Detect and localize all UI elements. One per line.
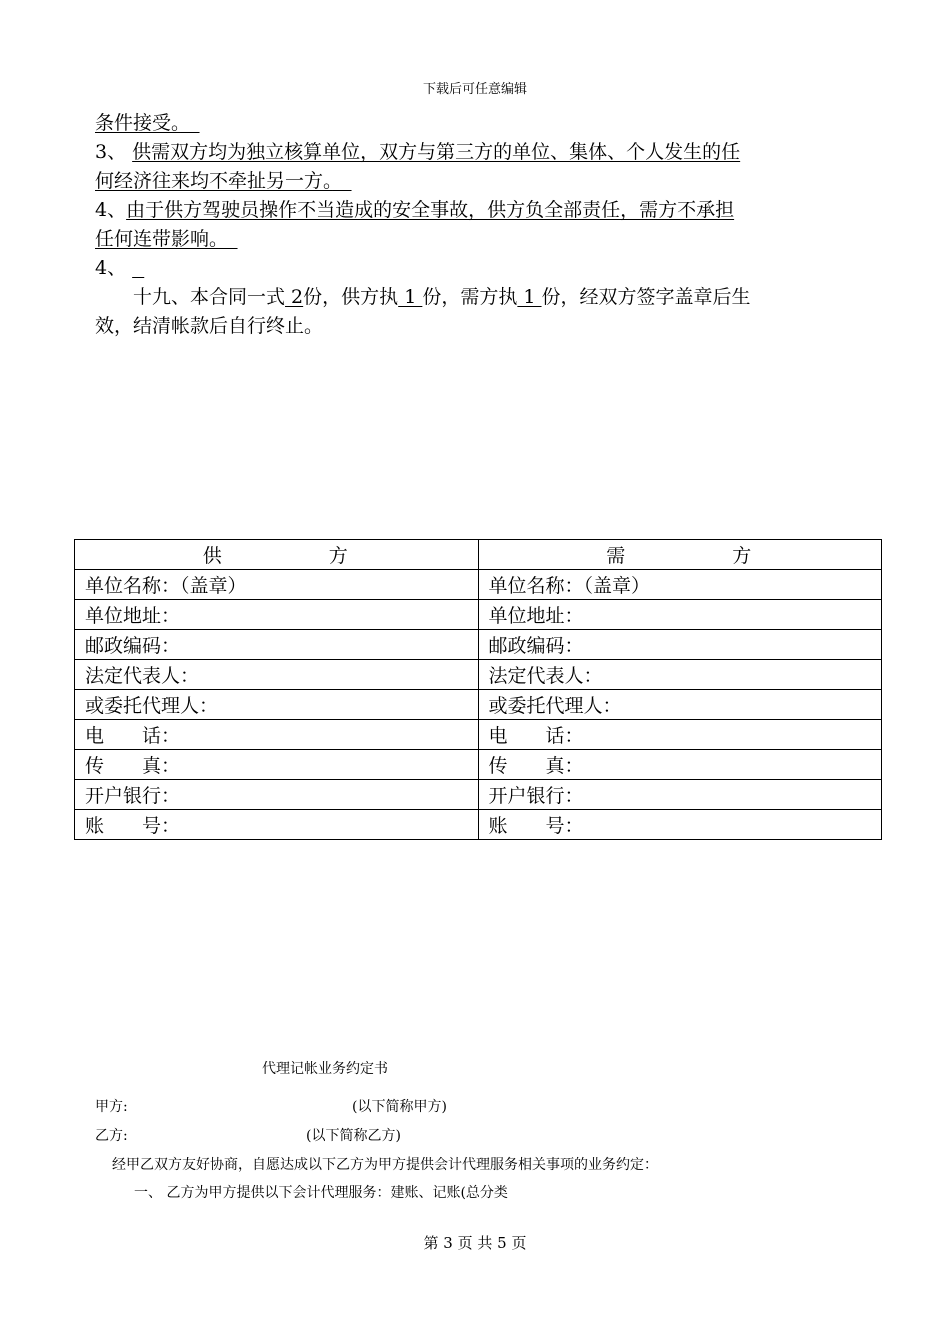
table-header-row: [75, 540, 882, 570]
clause-4-number: 4、: [95, 199, 127, 221]
demander-field: 开户银行：: [478, 780, 882, 810]
contract-clauses: [95, 109, 860, 341]
supplier-field: 邮政编码：: [75, 630, 479, 660]
supplier-field: 电 话：: [75, 720, 479, 750]
table-row: [75, 570, 882, 600]
supplier-header: 供 方: [75, 540, 479, 570]
supplier-field: 开户银行：: [75, 780, 479, 810]
page-number: 第 3 页 共 5 页: [423, 1234, 527, 1252]
demander-field: 电 话：: [478, 720, 882, 750]
supplier-field: 传 真：: [75, 750, 479, 780]
agreement-intro: 经甲乙双方友好协商，自愿达成以下乙方为甲方提供会计代理服务相关事项的业务约定：: [112, 1157, 658, 1173]
party-a-note: (以下简称甲方): [352, 1099, 447, 1115]
demander-field: 单位名称：（盖章）: [478, 570, 882, 600]
table-row: [75, 780, 882, 810]
party-b-note: (以下简称乙方): [306, 1128, 401, 1144]
demander-copies: 1: [517, 286, 542, 308]
demander-field: 邮政编码：: [478, 630, 882, 660]
supplier-field: 单位地址：: [75, 600, 479, 630]
header-note: 下载后可任意编辑: [422, 82, 527, 97]
clause-3-text: 供需双方均为独立核算单位，双方与第三方的单位、集体、个人发生的任: [132, 141, 741, 163]
clause-3-text-cont: 何经济往来均不牵扯另一方。: [95, 170, 333, 192]
demander-field: 或委托代理人：: [478, 690, 882, 720]
demander-field: 单位地址：: [478, 600, 882, 630]
clause-4b-number: 4、: [95, 257, 127, 279]
clause-4-text-cont: 任何连带影响。: [95, 228, 219, 250]
clause-3-number: 3、: [95, 141, 127, 163]
clause-19-cont: 效，结清帐款后自行终止。: [95, 315, 324, 337]
demander-field: 账 号：: [478, 810, 882, 840]
table-row: [75, 690, 882, 720]
table-row: [75, 810, 882, 840]
clause-4-text: 由于供方驾驶员操作不当造成的安全事故，供方负全部责任，需方不承担: [126, 199, 735, 221]
demander-header: 需 方: [478, 540, 882, 570]
demander-field: 传 真：: [478, 750, 882, 780]
table-row: [75, 600, 882, 630]
agreement-title: 代理记帐业务约定书: [262, 1061, 388, 1077]
supplier-field: 法定代表人：: [75, 660, 479, 690]
table-row: [75, 660, 882, 690]
signature-table: [74, 539, 882, 840]
table-row: [75, 630, 882, 660]
agreement-item-1: 一、 乙方为甲方提供以下会计代理服务：建账、记账(总分类: [134, 1185, 508, 1201]
table-row: [75, 750, 882, 780]
demander-field: 法定代表人：: [478, 660, 882, 690]
party-a-label: 甲方:: [95, 1099, 128, 1115]
supplier-copies: 1: [398, 286, 423, 308]
party-b-label: 乙方:: [95, 1128, 128, 1144]
supplier-field: 或委托代理人：: [75, 690, 479, 720]
clause-19: 十九、本合同一式 2份，供方执 1 份，需方执 1 份，经双方签字盖章后生: [133, 286, 751, 308]
supplier-field: 账 号：: [75, 810, 479, 840]
table-row: [75, 720, 882, 750]
supplier-field: 单位名称：（盖章）: [75, 570, 479, 600]
copies-count: 2: [285, 286, 304, 308]
clause-line: 条件接受。: [95, 112, 181, 134]
